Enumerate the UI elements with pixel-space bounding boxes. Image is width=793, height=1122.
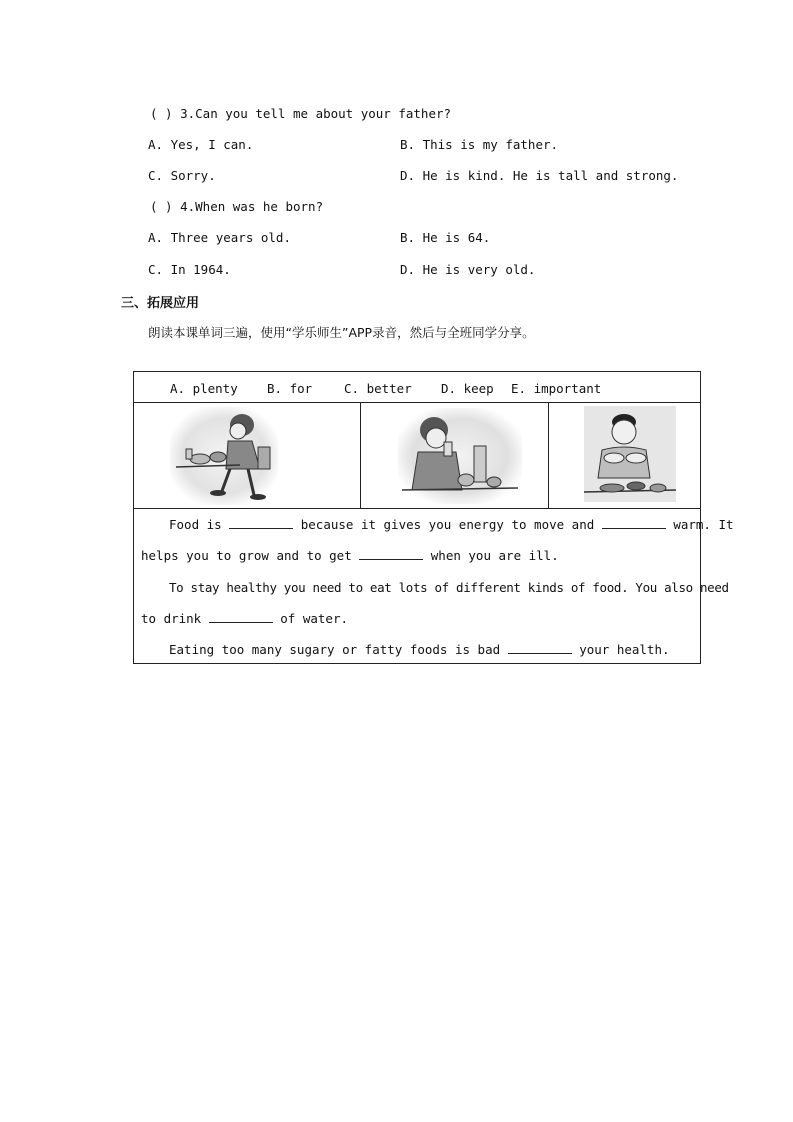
answer-blank-1[interactable] (229, 518, 293, 529)
section-title: 三、拓展应用 (121, 296, 200, 311)
picture-row (134, 403, 700, 509)
question-3-stem: ( ) 3.Can you tell me about your father? (150, 106, 452, 121)
question-3-option-d: D. He is kind. He is tall and strong. (400, 168, 679, 183)
answer-blank-3[interactable] (359, 549, 423, 560)
passage-line-2 (141, 548, 559, 563)
passage-text: to drink (141, 611, 202, 626)
passage-line-5 (169, 642, 670, 657)
word-bank-option-b: B. for (267, 381, 313, 396)
answer-blank-4[interactable] (209, 612, 273, 623)
word-bank-option-c: C. better (344, 381, 412, 396)
passage-line-1 (169, 517, 734, 532)
exercise-table (133, 371, 734, 664)
question-3-option-a: A. Yes, I can. (148, 137, 254, 152)
answer-blank-2[interactable] (602, 518, 666, 529)
passage-text: your health. (579, 642, 670, 657)
cell-divider (548, 403, 549, 508)
section-instruction: 朗读本课单词三遍，使用“学乐师生”APP录音，然后与全班同学分享。 (148, 325, 535, 340)
passage-text: Eating too many sugary or fatty foods is bad (169, 642, 501, 657)
passage-text: warm. It (673, 517, 734, 532)
question-4-option-d: D. He is very old. (400, 262, 536, 277)
passage-text: of water. (280, 611, 349, 626)
passage-text: helps you to grow and to get (141, 548, 352, 563)
word-bank-option-e: E. important (511, 381, 602, 396)
question-3-option-b: B. This is my father. (400, 137, 559, 152)
word-bank-option-d: D. keep (441, 381, 494, 396)
man-eating-picture (584, 406, 676, 502)
question-3-option-c: C. Sorry. (148, 168, 216, 183)
girl-eating-at-table-picture (170, 407, 278, 505)
passage-line-3: To stay healthy you need to eat lots of different kinds of food. You also need (169, 580, 729, 595)
girl-drinking-water-picture (398, 408, 522, 504)
passage-text: when you are ill. (430, 548, 559, 563)
cell-divider (360, 403, 361, 508)
word-bank-row (134, 372, 700, 403)
answer-blank-5[interactable] (508, 643, 572, 654)
question-4-option-a: A. Three years old. (148, 230, 291, 245)
passage-text: Food is (169, 517, 222, 532)
question-4-option-b: B. He is 64. (400, 230, 491, 245)
question-4-option-c: C. In 1964. (148, 262, 231, 277)
word-bank-option-a: A. plenty (170, 381, 238, 396)
passage-text: because it gives you energy to move and (300, 517, 595, 532)
passage-line-4 (141, 611, 348, 626)
question-4-stem: ( ) 4.When was he born? (150, 199, 324, 214)
